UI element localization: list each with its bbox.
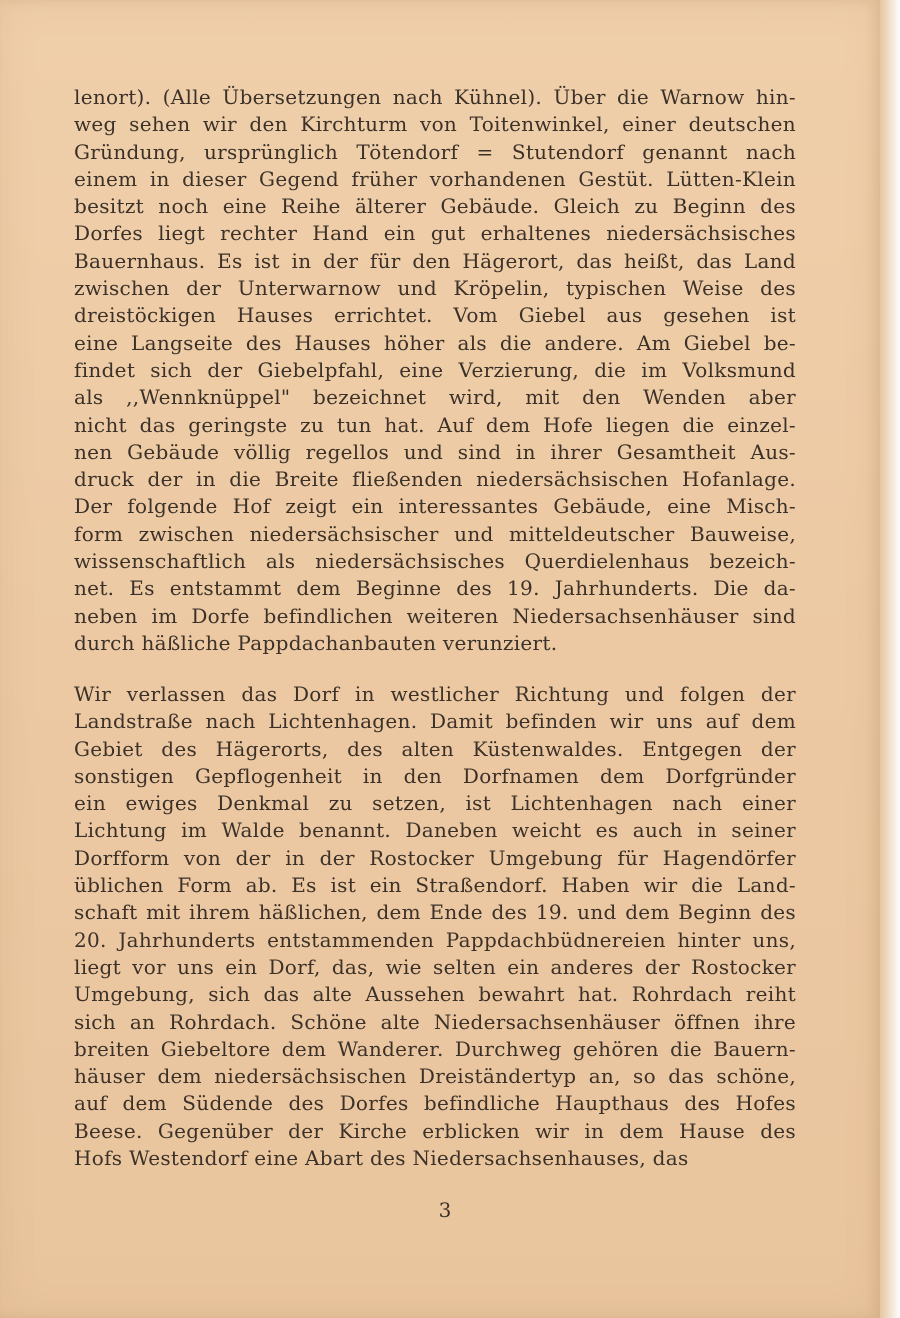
- text-line: Der folgende Hof zeigt ein interessantes Gebäude, eine Misch-: [74, 494, 796, 519]
- text-line: Dorfform von der in der Rostocker Umgebung für Hagendörfer: [74, 845, 796, 870]
- text-line: zwischen der Unterwarnow und Kröpelin, typischen Weise des: [74, 276, 796, 301]
- paragraph: [74, 681, 796, 1172]
- text-line: üblichen Form ab. Es ist ein Straßendorf. Haben wir die Land-: [74, 873, 796, 898]
- text-line: liegt vor uns ein Dorf, das, wie selten ein anderes der Rostocker: [74, 954, 796, 979]
- text-line: Gründung, ursprünglich Tötendorf = Stutendorf genannt nach: [74, 139, 796, 164]
- text-line: neben im Dorfe befindlichen weiteren Niedersachsenhäuser sind: [74, 603, 796, 628]
- text-line: Lichtung im Walde benannt. Daneben weicht es auch in seiner: [74, 818, 796, 843]
- text-line: Umgebung, sich das alte Aussehen bewahrt hat. Rohrdach reiht: [74, 982, 796, 1007]
- text-line: Bauernhaus. Es ist in der für den Hägerort, das heißt, das Land: [74, 248, 796, 273]
- text-line: net. Es entstammt dem Beginne des 19. Jahrhunderts. Die da-: [74, 576, 796, 601]
- text-line: Dorfes liegt rechter Hand ein gut erhaltenes niedersächsisches: [74, 221, 796, 246]
- text-line: 20. Jahrhunderts entstammenden Pappdachbüdnereien hinter uns,: [74, 927, 796, 952]
- text-line: Wir verlassen das Dorf in westlicher Richtung und folgen der: [74, 682, 796, 706]
- page-number: 3: [438, 1198, 452, 1222]
- text-line: ein ewiges Denkmal zu setzen, ist Lichtenhagen nach einer: [74, 791, 796, 816]
- text-line: sich an Rohrdach. Schöne alte Niedersachsenhäuser öffnen ihre: [74, 1009, 796, 1034]
- text-line: als ,,Wennknüppel" bezeichnet wird, mit den Wenden aber: [74, 385, 796, 410]
- text-line: wissenschaftlich als niedersächsisches Querdielenhaus bezeich-: [74, 549, 796, 574]
- text-line: dreistöckigen Hauses errichtet. Vom Giebel aus gesehen ist: [74, 303, 796, 328]
- text-line: durch häßliche Pappdachanbauten verunziert.: [74, 630, 558, 655]
- paragraph: [74, 84, 796, 657]
- text-line: Beese. Gegenüber der Kirche erblicken wir in dem Hause des: [74, 1118, 796, 1143]
- page-edge: [880, 0, 900, 1318]
- text-line: lenort). (Alle Übersetzungen nach Kühnel). Über die Warnow hin-: [74, 85, 796, 109]
- text-line: sonstigen Gepflogenheit in den Dorfnamen dem Dorfgründer: [74, 763, 796, 788]
- text-line: weg sehen wir den Kirchturm von Toitenwinkel, einer deutschen: [74, 112, 796, 137]
- text-line: breiten Giebeltore dem Wanderer. Durchweg gehören die Bauern-: [74, 1036, 796, 1061]
- text-line: nen Gebäude völlig regellos und sind in ihrer Gesamtheit Aus-: [74, 439, 796, 464]
- text-line: häuser dem niedersächsischen Dreiständertyp an, so das schöne,: [74, 1064, 796, 1089]
- text-line: Landstraße nach Lichtenhagen. Damit befinden wir uns auf dem: [74, 709, 796, 734]
- text-line: schaft mit ihrem häßlichen, dem Ende des 19. und dem Beginn des: [74, 900, 796, 925]
- text-line: einem in dieser Gegend früher vorhandenen Gestüt. Lütten-Klein: [74, 166, 796, 191]
- text-line: Hofs Westendorf eine Abart des Niedersachsenhauses, das: [74, 1146, 689, 1171]
- text-line: nicht das geringste zu tun hat. Auf dem Hofe liegen die einzel-: [74, 412, 796, 437]
- text-line: Gebiet des Hägerorts, des alten Küstenwaldes. Entgegen der: [74, 736, 796, 761]
- text-line: besitzt noch eine Reihe älterer Gebäude. Gleich zu Beginn des: [74, 194, 796, 219]
- text-line: form zwischen niedersächsischer und mitteldeutscher Bauweise,: [74, 521, 796, 546]
- text-line: findet sich der Giebelpfahl, eine Verzierung, die im Volksmund: [74, 357, 796, 382]
- text-line: auf dem Südende des Dorfes befindliche Haupthaus des Hofes: [74, 1091, 796, 1116]
- text-line: druck der in die Breite fließenden niedersächsischen Hofanlage.: [74, 467, 796, 492]
- text-line: eine Langseite des Hauses höher als die andere. Am Giebel be-: [74, 330, 796, 355]
